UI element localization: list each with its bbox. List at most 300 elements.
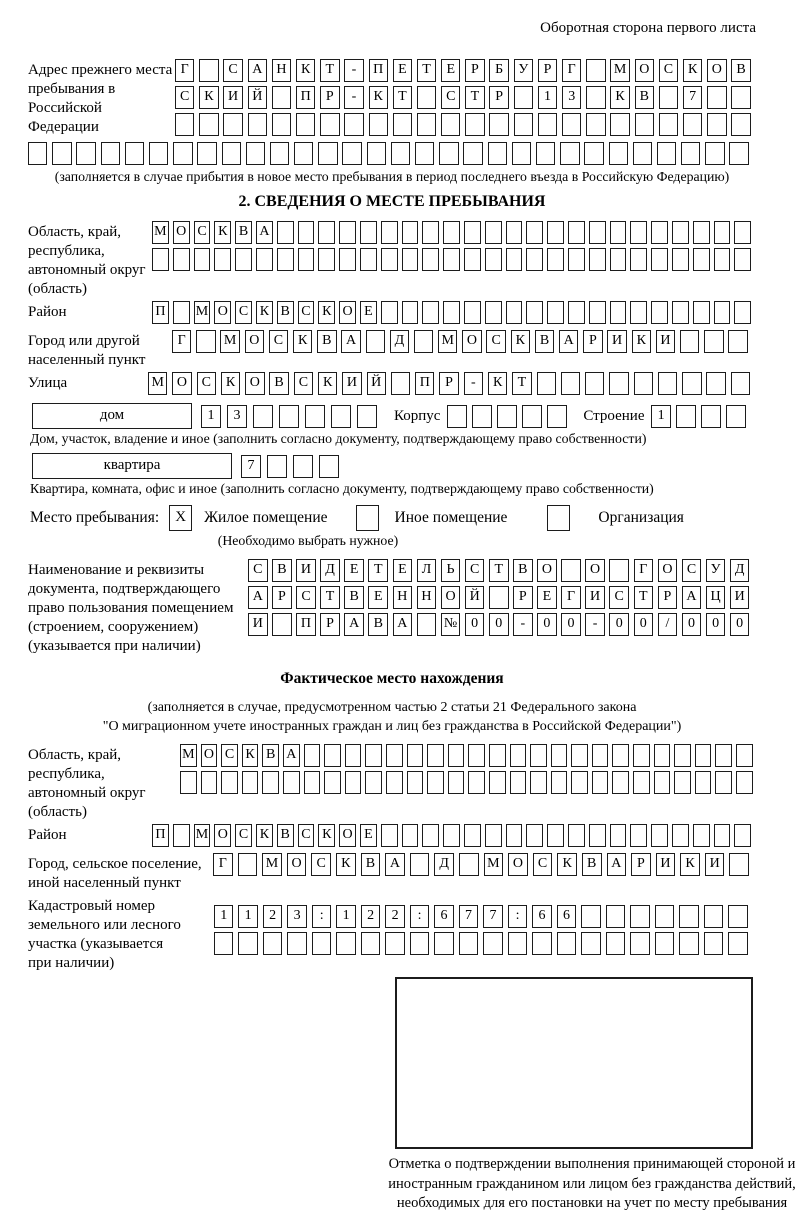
char-cell[interactable] — [695, 771, 712, 794]
char-cell[interactable]: К — [511, 330, 530, 353]
char-cell[interactable]: К — [683, 59, 702, 82]
char-cell[interactable]: К — [318, 372, 337, 395]
char-cell[interactable]: Т — [634, 586, 654, 609]
char-cell[interactable] — [731, 372, 750, 395]
char-cell[interactable]: 0 — [682, 613, 702, 636]
char-cell[interactable]: Р — [583, 330, 602, 353]
char-cell[interactable]: А — [256, 221, 273, 244]
char-cell[interactable] — [427, 771, 444, 794]
char-cell[interactable] — [222, 142, 241, 165]
char-cell[interactable]: А — [341, 330, 360, 353]
char-cell[interactable]: В — [277, 301, 294, 324]
char-cell[interactable]: 1 — [336, 905, 355, 928]
char-cell[interactable] — [464, 221, 481, 244]
char-cell[interactable]: М — [220, 330, 239, 353]
char-cell[interactable] — [443, 248, 460, 271]
char-cell[interactable] — [267, 455, 287, 478]
char-cell[interactable] — [630, 248, 647, 271]
char-cell[interactable] — [391, 372, 410, 395]
char-cell[interactable] — [324, 771, 341, 794]
char-cell[interactable]: К — [680, 853, 700, 876]
char-cell[interactable] — [464, 248, 481, 271]
char-cell[interactable] — [581, 932, 600, 955]
char-cell[interactable] — [319, 455, 339, 478]
char-cell[interactable]: 6 — [434, 905, 453, 928]
char-cell[interactable]: А — [393, 613, 413, 636]
char-cell[interactable] — [609, 372, 628, 395]
char-cell[interactable] — [386, 771, 403, 794]
char-cell[interactable] — [704, 330, 723, 353]
char-cell[interactable] — [610, 113, 629, 136]
char-cell[interactable] — [672, 221, 689, 244]
char-cell[interactable] — [736, 744, 753, 767]
char-cell[interactable] — [296, 113, 315, 136]
char-cell[interactable] — [173, 142, 192, 165]
char-cell[interactable] — [488, 142, 507, 165]
char-cell[interactable]: Б — [489, 59, 508, 82]
char-cell[interactable] — [197, 142, 216, 165]
char-cell[interactable] — [173, 248, 190, 271]
char-cell[interactable]: С — [248, 559, 268, 582]
char-cell[interactable]: П — [415, 372, 434, 395]
char-cell[interactable] — [201, 771, 218, 794]
char-cell[interactable]: А — [344, 613, 364, 636]
char-cell[interactable] — [381, 248, 398, 271]
char-cell[interactable] — [422, 221, 439, 244]
char-cell[interactable]: - — [344, 86, 363, 109]
char-cell[interactable] — [695, 744, 712, 767]
char-cell[interactable]: У — [514, 59, 533, 82]
char-cell[interactable]: 0 — [706, 613, 726, 636]
char-cell[interactable] — [402, 301, 419, 324]
char-cell[interactable]: Т — [489, 559, 509, 582]
char-cell[interactable]: О — [245, 372, 264, 395]
char-cell[interactable] — [561, 559, 581, 582]
char-cell[interactable] — [318, 142, 337, 165]
char-cell[interactable]: М — [152, 221, 169, 244]
char-cell[interactable]: А — [559, 330, 578, 353]
char-cell[interactable] — [693, 824, 710, 847]
char-cell[interactable]: С — [609, 586, 629, 609]
char-cell[interactable] — [441, 113, 460, 136]
char-cell[interactable]: О — [707, 59, 726, 82]
char-cell[interactable] — [238, 932, 257, 955]
char-cell[interactable] — [357, 405, 377, 428]
char-cell[interactable] — [194, 248, 211, 271]
char-cell[interactable]: К — [242, 744, 259, 767]
char-cell[interactable]: Е — [441, 59, 460, 82]
checkbox-inoe[interactable] — [356, 505, 379, 531]
char-cell[interactable] — [468, 771, 485, 794]
char-cell[interactable] — [630, 932, 649, 955]
char-cell[interactable]: В — [513, 559, 533, 582]
char-cell[interactable] — [612, 771, 629, 794]
char-cell[interactable] — [547, 301, 564, 324]
char-cell[interactable] — [581, 905, 600, 928]
char-cell[interactable]: С — [465, 559, 485, 582]
char-cell[interactable]: С — [294, 372, 313, 395]
char-cell[interactable]: В — [272, 559, 292, 582]
char-cell[interactable] — [465, 113, 484, 136]
char-cell[interactable]: С — [682, 559, 702, 582]
char-cell[interactable]: В — [262, 744, 279, 767]
char-cell[interactable]: 1 — [201, 405, 221, 428]
char-cell[interactable]: Г — [561, 586, 581, 609]
char-cell[interactable]: С — [659, 59, 678, 82]
char-cell[interactable] — [270, 142, 289, 165]
char-cell[interactable]: А — [283, 744, 300, 767]
char-cell[interactable] — [485, 248, 502, 271]
char-cell[interactable]: И — [296, 559, 316, 582]
char-cell[interactable] — [714, 301, 731, 324]
char-cell[interactable] — [705, 142, 724, 165]
char-cell[interactable]: С — [533, 853, 553, 876]
char-cell[interactable]: О — [214, 824, 231, 847]
char-cell[interactable]: К — [318, 824, 335, 847]
char-cell[interactable] — [402, 221, 419, 244]
char-cell[interactable]: Д — [434, 853, 454, 876]
char-cell[interactable] — [606, 932, 625, 955]
char-cell[interactable]: 2 — [385, 905, 404, 928]
char-cell[interactable]: М — [262, 853, 282, 876]
char-cell[interactable] — [391, 142, 410, 165]
char-cell[interactable]: 1 — [538, 86, 557, 109]
char-cell[interactable] — [318, 221, 335, 244]
char-cell[interactable]: 7 — [459, 905, 478, 928]
char-cell[interactable]: 2 — [361, 905, 380, 928]
char-cell[interactable]: Г — [562, 59, 581, 82]
char-cell[interactable]: Р — [631, 853, 651, 876]
char-cell[interactable] — [679, 905, 698, 928]
char-cell[interactable]: 1 — [214, 905, 233, 928]
char-cell[interactable]: И — [585, 586, 605, 609]
char-cell[interactable] — [526, 301, 543, 324]
char-cell[interactable]: Т — [368, 559, 388, 582]
char-cell[interactable] — [538, 113, 557, 136]
char-cell[interactable] — [238, 853, 258, 876]
char-cell[interactable]: К — [199, 86, 218, 109]
char-cell[interactable] — [417, 613, 437, 636]
char-cell[interactable]: 7 — [683, 86, 702, 109]
char-cell[interactable] — [381, 221, 398, 244]
char-cell[interactable] — [654, 771, 671, 794]
char-cell[interactable] — [506, 301, 523, 324]
char-cell[interactable] — [674, 771, 691, 794]
char-cell[interactable]: Р — [439, 372, 458, 395]
char-cell[interactable]: С — [175, 86, 194, 109]
char-cell[interactable] — [324, 744, 341, 767]
char-cell[interactable]: О — [245, 330, 264, 353]
char-cell[interactable]: О — [635, 59, 654, 82]
char-cell[interactable]: К — [369, 86, 388, 109]
char-cell[interactable]: Р — [489, 86, 508, 109]
char-cell[interactable] — [651, 248, 668, 271]
char-cell[interactable] — [489, 586, 509, 609]
char-cell[interactable]: А — [248, 59, 267, 82]
char-cell[interactable] — [320, 113, 339, 136]
char-cell[interactable] — [293, 455, 313, 478]
char-cell[interactable] — [714, 248, 731, 271]
char-cell[interactable]: Л — [417, 559, 437, 582]
char-cell[interactable] — [510, 771, 527, 794]
char-cell[interactable] — [561, 372, 580, 395]
char-cell[interactable]: Р — [513, 586, 533, 609]
char-cell[interactable] — [463, 142, 482, 165]
char-cell[interactable]: С — [197, 372, 216, 395]
char-cell[interactable]: Ь — [441, 559, 461, 582]
char-cell[interactable]: О — [214, 301, 231, 324]
char-cell[interactable] — [367, 142, 386, 165]
char-cell[interactable] — [610, 301, 627, 324]
char-cell[interactable] — [606, 905, 625, 928]
char-cell[interactable] — [180, 771, 197, 794]
char-cell[interactable]: - — [344, 59, 363, 82]
char-cell[interactable] — [381, 301, 398, 324]
char-cell[interactable] — [635, 113, 654, 136]
char-cell[interactable] — [365, 744, 382, 767]
char-cell[interactable]: Е — [537, 586, 557, 609]
char-cell[interactable] — [532, 932, 551, 955]
char-cell[interactable] — [728, 330, 747, 353]
char-cell[interactable] — [489, 113, 508, 136]
char-cell[interactable]: Г — [175, 59, 194, 82]
char-cell[interactable] — [655, 905, 674, 928]
char-cell[interactable] — [221, 771, 238, 794]
char-cell[interactable]: Е — [393, 59, 412, 82]
char-cell[interactable]: С — [235, 824, 252, 847]
char-cell[interactable] — [506, 824, 523, 847]
char-cell[interactable] — [530, 771, 547, 794]
char-cell[interactable]: О — [441, 586, 461, 609]
char-cell[interactable] — [514, 113, 533, 136]
char-cell[interactable]: О — [585, 559, 605, 582]
char-cell[interactable] — [248, 113, 267, 136]
char-cell[interactable]: 0 — [465, 613, 485, 636]
char-cell[interactable] — [589, 221, 606, 244]
char-cell[interactable]: - — [513, 613, 533, 636]
char-cell[interactable] — [344, 113, 363, 136]
char-cell[interactable]: Е — [344, 559, 364, 582]
char-cell[interactable] — [584, 142, 603, 165]
char-cell[interactable] — [279, 405, 299, 428]
char-cell[interactable] — [331, 405, 351, 428]
char-cell[interactable] — [506, 248, 523, 271]
char-cell[interactable]: К — [296, 59, 315, 82]
char-cell[interactable]: Д — [730, 559, 750, 582]
char-cell[interactable] — [589, 301, 606, 324]
char-cell[interactable]: П — [152, 824, 169, 847]
char-cell[interactable] — [659, 86, 678, 109]
char-cell[interactable] — [366, 330, 385, 353]
char-cell[interactable] — [304, 744, 321, 767]
char-cell[interactable] — [235, 248, 252, 271]
char-cell[interactable] — [318, 248, 335, 271]
char-cell[interactable] — [298, 248, 315, 271]
char-cell[interactable]: С — [223, 59, 242, 82]
char-cell[interactable] — [633, 744, 650, 767]
char-cell[interactable] — [654, 744, 671, 767]
char-cell[interactable] — [422, 248, 439, 271]
char-cell[interactable] — [199, 113, 218, 136]
char-cell[interactable] — [149, 142, 168, 165]
char-cell[interactable]: С — [486, 330, 505, 353]
char-cell[interactable]: К — [632, 330, 651, 353]
checkbox-organizatsiya[interactable] — [547, 505, 570, 531]
char-cell[interactable] — [434, 932, 453, 955]
char-cell[interactable] — [345, 771, 362, 794]
char-cell[interactable]: Й — [465, 586, 485, 609]
char-cell[interactable] — [256, 248, 273, 271]
char-cell[interactable] — [706, 372, 725, 395]
char-cell[interactable] — [277, 248, 294, 271]
char-cell[interactable]: Т — [417, 59, 436, 82]
char-cell[interactable] — [630, 824, 647, 847]
char-cell[interactable] — [402, 824, 419, 847]
char-cell[interactable] — [715, 744, 732, 767]
char-cell[interactable]: Д — [320, 559, 340, 582]
char-cell[interactable] — [410, 853, 430, 876]
char-cell[interactable]: Е — [393, 559, 413, 582]
char-cell[interactable]: № — [441, 613, 461, 636]
char-cell[interactable] — [485, 824, 502, 847]
char-cell[interactable] — [369, 113, 388, 136]
char-cell[interactable] — [704, 905, 723, 928]
char-cell[interactable] — [536, 142, 555, 165]
char-cell[interactable]: 7 — [483, 905, 502, 928]
char-cell[interactable] — [173, 824, 190, 847]
char-cell[interactable] — [485, 301, 502, 324]
char-cell[interactable] — [589, 824, 606, 847]
char-cell[interactable] — [443, 824, 460, 847]
char-cell[interactable] — [361, 932, 380, 955]
char-cell[interactable]: И — [248, 613, 268, 636]
char-cell[interactable]: 0 — [609, 613, 629, 636]
char-cell[interactable]: В — [361, 853, 381, 876]
char-cell[interactable] — [729, 142, 748, 165]
char-cell[interactable] — [125, 142, 144, 165]
char-cell[interactable]: Д — [390, 330, 409, 353]
char-cell[interactable] — [448, 744, 465, 767]
char-cell[interactable] — [439, 142, 458, 165]
char-cell[interactable]: 0 — [561, 613, 581, 636]
char-cell[interactable]: Г — [213, 853, 233, 876]
char-cell[interactable]: Е — [360, 301, 377, 324]
char-cell[interactable] — [508, 932, 527, 955]
char-cell[interactable] — [199, 59, 218, 82]
char-cell[interactable] — [634, 372, 653, 395]
char-cell[interactable]: С — [221, 744, 238, 767]
char-cell[interactable]: Т — [393, 86, 412, 109]
char-cell[interactable] — [610, 248, 627, 271]
char-cell[interactable]: С — [298, 301, 315, 324]
char-cell[interactable]: Н — [393, 586, 413, 609]
char-cell[interactable] — [336, 932, 355, 955]
char-cell[interactable]: 7 — [241, 455, 261, 478]
char-cell[interactable]: Р — [320, 613, 340, 636]
char-cell[interactable] — [630, 905, 649, 928]
char-cell[interactable] — [547, 824, 564, 847]
char-cell[interactable]: И — [607, 330, 626, 353]
char-cell[interactable]: Р — [272, 586, 292, 609]
char-cell[interactable] — [734, 824, 751, 847]
char-cell[interactable] — [568, 824, 585, 847]
char-cell[interactable] — [551, 744, 568, 767]
char-cell[interactable] — [345, 744, 362, 767]
char-cell[interactable] — [272, 86, 291, 109]
char-cell[interactable] — [731, 86, 750, 109]
char-cell[interactable] — [339, 248, 356, 271]
char-cell[interactable]: К — [610, 86, 629, 109]
char-cell[interactable]: О — [658, 559, 678, 582]
char-cell[interactable] — [704, 932, 723, 955]
char-cell[interactable] — [693, 221, 710, 244]
char-cell[interactable] — [715, 771, 732, 794]
char-cell[interactable] — [417, 86, 436, 109]
char-cell[interactable] — [526, 221, 543, 244]
char-cell[interactable] — [714, 824, 731, 847]
char-cell[interactable] — [28, 142, 47, 165]
char-cell[interactable] — [526, 248, 543, 271]
char-cell[interactable]: К — [221, 372, 240, 395]
char-cell[interactable]: В — [277, 824, 294, 847]
char-cell[interactable]: П — [296, 86, 315, 109]
char-cell[interactable] — [448, 771, 465, 794]
char-cell[interactable]: О — [287, 853, 307, 876]
char-cell[interactable]: 6 — [557, 905, 576, 928]
char-cell[interactable] — [672, 824, 689, 847]
char-cell[interactable]: К — [293, 330, 312, 353]
char-cell[interactable] — [547, 405, 566, 428]
char-cell[interactable] — [682, 372, 701, 395]
char-cell[interactable] — [693, 301, 710, 324]
char-cell[interactable] — [459, 853, 479, 876]
char-cell[interactable]: О — [339, 824, 356, 847]
char-cell[interactable]: В — [235, 221, 252, 244]
char-cell[interactable] — [417, 113, 436, 136]
char-cell[interactable] — [427, 744, 444, 767]
char-cell[interactable] — [586, 113, 605, 136]
char-cell[interactable]: И — [656, 853, 676, 876]
char-cell[interactable] — [568, 301, 585, 324]
char-cell[interactable] — [464, 824, 481, 847]
char-cell[interactable] — [655, 932, 674, 955]
char-cell[interactable] — [422, 301, 439, 324]
char-cell[interactable]: - — [464, 372, 483, 395]
char-cell[interactable] — [272, 613, 292, 636]
char-cell[interactable]: К — [318, 301, 335, 324]
char-cell[interactable] — [610, 221, 627, 244]
char-cell[interactable] — [242, 771, 259, 794]
char-cell[interactable]: М — [180, 744, 197, 767]
char-cell[interactable]: И — [705, 853, 725, 876]
char-cell[interactable] — [410, 932, 429, 955]
char-cell[interactable]: О — [173, 221, 190, 244]
char-cell[interactable]: С — [298, 824, 315, 847]
char-cell[interactable] — [246, 142, 265, 165]
char-cell[interactable]: Ц — [706, 586, 726, 609]
char-cell[interactable] — [173, 301, 190, 324]
char-cell[interactable]: Н — [417, 586, 437, 609]
char-cell[interactable] — [701, 405, 720, 428]
char-cell[interactable] — [312, 932, 331, 955]
char-cell[interactable]: В — [731, 59, 750, 82]
char-cell[interactable] — [734, 301, 751, 324]
char-cell[interactable] — [506, 221, 523, 244]
char-cell[interactable] — [298, 221, 315, 244]
char-cell[interactable]: М — [484, 853, 504, 876]
char-cell[interactable]: 1 — [651, 405, 670, 428]
char-cell[interactable] — [734, 221, 751, 244]
